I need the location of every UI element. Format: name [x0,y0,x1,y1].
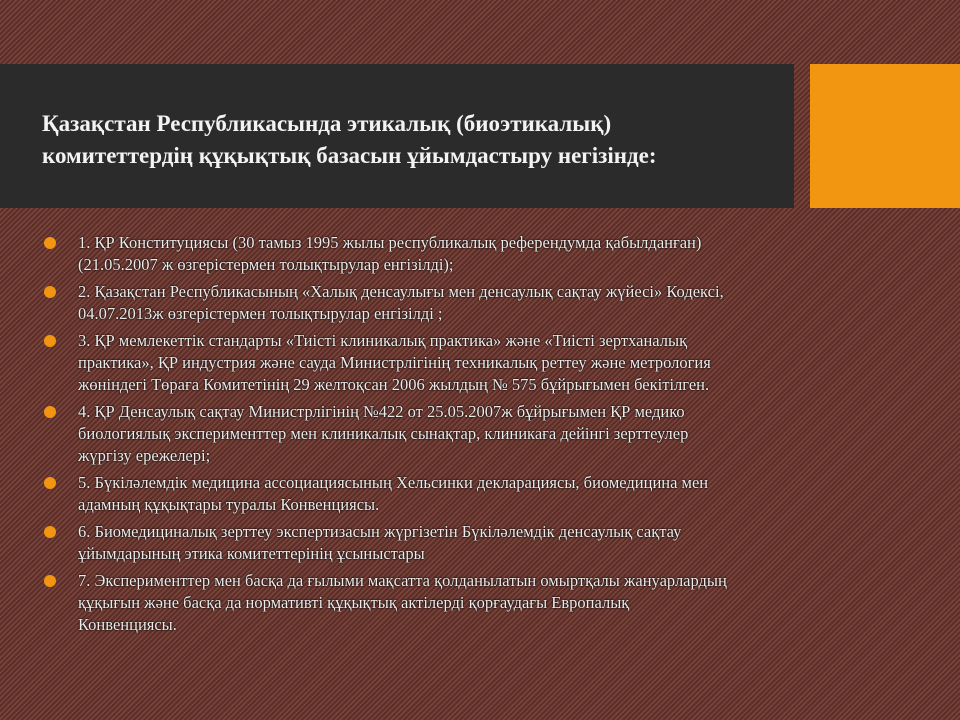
bullet-text [78,401,688,467]
bullet-text [78,281,724,325]
bullet-line: адамның құқықтары туралы Конвенциясы. [78,495,380,514]
bullet-line: биологиялық эксперименттер мен клиникалық сынақтар, клиникаға дейінгі зерттеулер [78,424,689,443]
bullet-text [78,330,711,396]
bullet-line: (21.05.2007 ж өзгерістермен толықтырулар енгізілді); [78,255,454,274]
bullet-dot-icon [44,477,56,489]
bullet-line: құқығын және басқа да нормативті құқықтық актілерді қорғаудағы Европалық [78,593,630,612]
title-bar [0,64,794,208]
slide-title-line-2: комитеттердің құқықтық базасын ұйымдастыру негізінде: [42,143,657,168]
slide-title [42,108,774,172]
bullet-line: 04.07.2013ж өзгерістермен толықтырулар енгізілді ; [78,304,443,323]
bullet-item-6 [44,521,924,565]
bullet-item-2 [44,281,924,325]
bullet-line: жөніндегі Төраға Комитетінің 29 желтоқсан 2006 жылдың № 575 бұйрығымен бекітілген. [78,375,710,394]
bullet-line: 2. Қазақстан Республикасының «Халық денсаулығы мен денсаулық сақтау жүйесі» Кодексі, [78,282,724,301]
slide-title-line-1: Қазақстан Республикасында этикалық (биоэтикалық) [42,111,612,136]
accent-box [810,64,960,208]
bullet-line: 6. Биомедициналық зерттеу экспертизасын жүргізетін Бүкіләлемдік денсаулық сақтау [78,522,682,541]
bullet-text [78,521,681,565]
bullet-line: 5. Бүкіләлемдік медицина ассоциациясының Хельсинки декларациясы, биомедицина мен [78,473,709,492]
bullet-line: практика», ҚР индустрия және сауда Министрлігінің техникалық реттеу және метрология [78,353,711,372]
bullet-item-4 [44,401,924,467]
bullet-dot-icon [44,526,56,538]
bullet-dot-icon [44,406,56,418]
bullet-line: 7. Эксперименттер мен басқа да ғылыми мақсатта қолданылатын омыртқалы жануарлардың [78,571,727,590]
bullet-dot-icon [44,286,56,298]
bullet-line: ұйымдарының этика комитеттерінің ұсыныстары [78,544,425,563]
bullet-line: жүргізу ережелері; [78,446,211,465]
bullet-dot-icon [44,237,56,249]
bullet-line: 3. ҚР мемлекеттік стандарты «Тиісті клиникалық практика» және «Тиісті зертханалық [78,331,688,350]
bullet-text [78,472,708,516]
bullet-line: Конвенциясы. [78,615,177,634]
bullet-dot-icon [44,575,56,587]
bullet-item-7 [44,570,924,636]
bullet-list [44,232,924,641]
bullet-item-3 [44,330,924,396]
bullet-text [78,232,701,276]
bullet-item-5 [44,472,924,516]
bullet-item-1 [44,232,924,276]
bullet-dot-icon [44,335,56,347]
bullet-line: 4. ҚР Денсаулық сақтау Министрлігінің №422 от 25.05.2007ж бұйрығымен ҚР медико [78,402,685,421]
bullet-line: 1. ҚР Конституциясы (30 тамыз 1995 жылы республикалық референдумда қабылданған) [78,233,702,252]
bullet-text [78,570,727,636]
